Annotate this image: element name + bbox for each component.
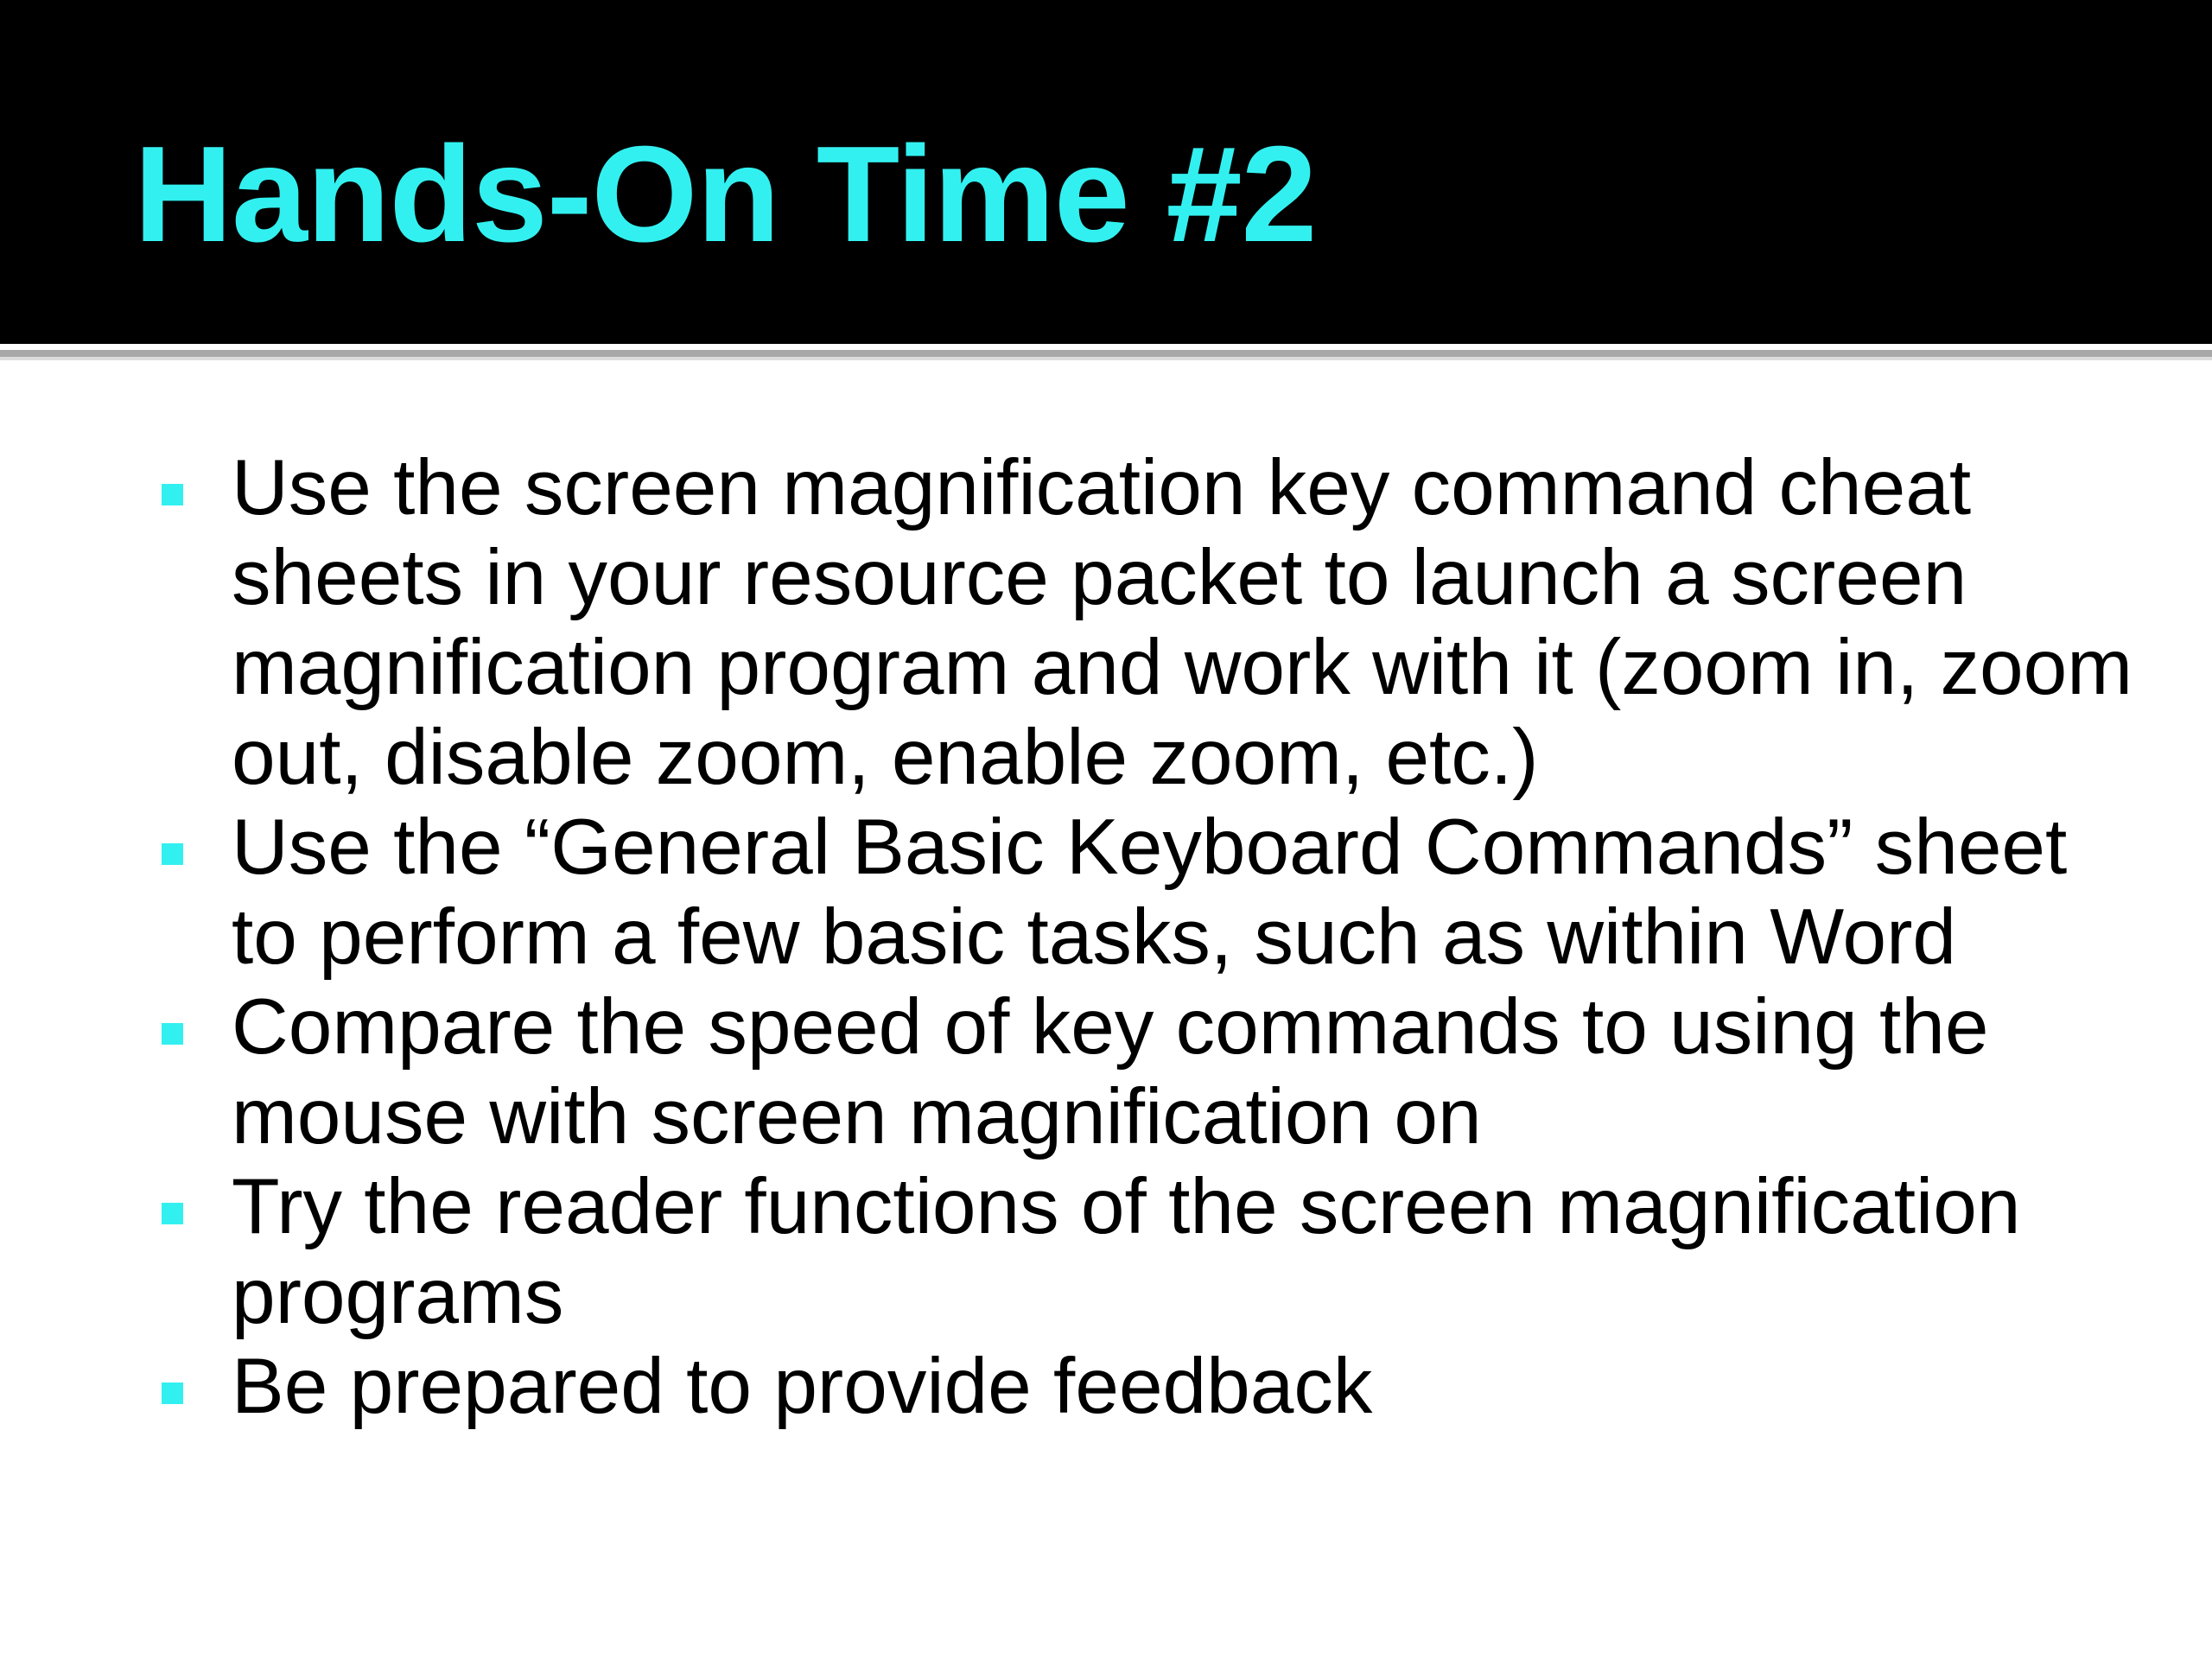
bullet-text: Use the “General Basic Keyboard Commands” sheet to perform a few basic tasks, such as within Word	[232, 804, 2068, 981]
square-bullet-icon	[162, 1203, 183, 1224]
slide-title: Hands-On Time #2	[134, 118, 1317, 270]
bullet-item	[0, 982, 2212, 1162]
bullet-list	[0, 443, 2212, 1432]
bullet-item	[0, 1162, 2212, 1342]
square-bullet-icon	[162, 484, 183, 505]
title-divider-bottom	[0, 357, 2212, 360]
bullet-item	[0, 1342, 2212, 1432]
square-bullet-icon	[162, 843, 183, 865]
bullet-item	[0, 803, 2212, 982]
title-divider-line	[0, 350, 2212, 357]
square-bullet-icon	[162, 1023, 183, 1045]
square-bullet-icon	[162, 1382, 183, 1404]
title-divider-top	[0, 344, 2212, 350]
bullet-text: Compare the speed of key commands to using the mouse with screen magnification on	[232, 983, 1989, 1160]
bullet-text: Use the screen magnification key command cheat sheets in your resource packet to launch a screen magnification program and work with it (zoom in, zoom out, disable zoom, enable zoom, etc.)	[232, 444, 2133, 801]
title-bar	[0, 0, 2212, 344]
bullet-item	[0, 443, 2212, 803]
bullet-text: Be prepared to provide feedback	[232, 1343, 1373, 1430]
bullet-text: Try the reader functions of the screen magnification programs	[232, 1163, 2021, 1340]
